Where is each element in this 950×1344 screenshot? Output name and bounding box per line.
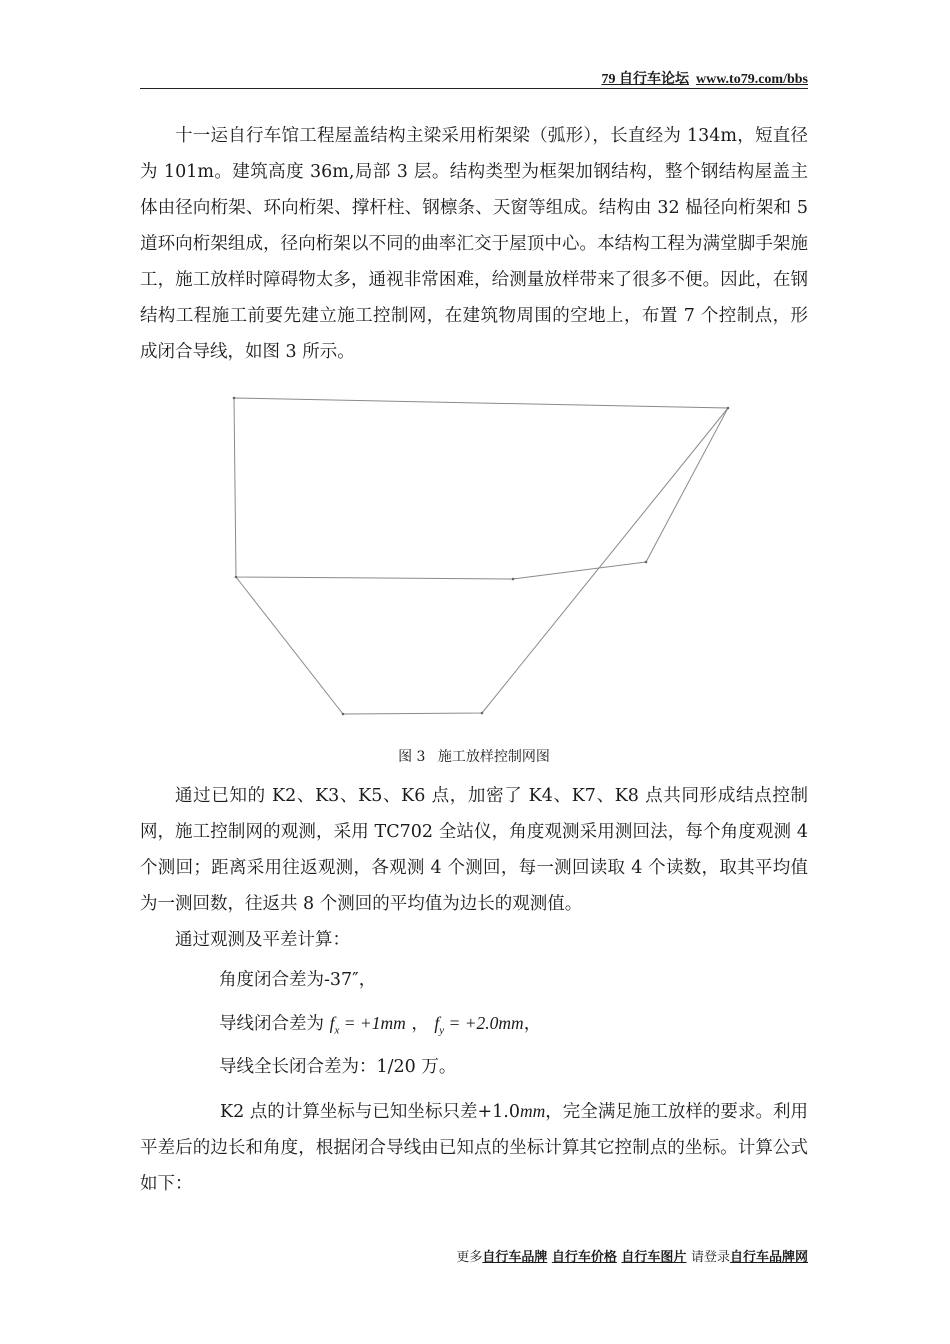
- header-text: [601, 68, 808, 88]
- fx-symbol: f: [329, 1013, 335, 1033]
- header-forum-link[interactable]: 79 自行车论坛: [601, 72, 689, 87]
- closure-suffix: ，: [523, 1014, 542, 1034]
- control-point: [512, 578, 515, 581]
- control-point: [645, 561, 648, 564]
- traverse-line-lower: [236, 408, 728, 714]
- control-point: [342, 713, 345, 716]
- header-url-link[interactable]: www.to79.com/bbs: [695, 72, 808, 87]
- footer-link-bike-price[interactable]: 自行车价格: [551, 1250, 617, 1265]
- footer-more: 更多: [456, 1250, 483, 1265]
- traverse-line: [234, 398, 728, 579]
- page-header: [140, 66, 808, 89]
- fx-subscript: x: [334, 1024, 340, 1037]
- control-point: [481, 712, 484, 715]
- angle-closure-line: 角度闭合差为-37″，: [219, 970, 377, 990]
- paragraph-observation: 施工控制网的观测，采用 TC702 全站仪，角度观测采用测回法，每个角度观测 4 个测回；距离采用往返观测，各观测 4 个测回，每一测回读取 4 个读数，取其平均值为一测回数，往返共 8 个测回的平均值为边长的观测值。: [140, 822, 808, 914]
- paragraph-intro: 十一运自行车馆工程屋盖结构主梁采用桁架梁（弧形），长直经为 134m，短直径为 101m。建筑高度 36m,局部 3 层。结构类型为框架加钢结构，整个钢结构屋盖主体由径向桁架、环向桁架、撑杆柱、钢檩条、天窗等组成。结构由 32 榀径向桁架和 5 道环向桁架组成，径向桁架以不同的曲率汇交于屋顶中心。本结构工程为满堂脚手架施工，施工放样时障碍物太多，通视非常困难，给测量放样带来了很多不便。因此，在钢结构工程施工前要先建立施工控制网，在建筑物周围的空地上，布置 7 个控制点，形成闭合导线，如图 3 所示。: [140, 126, 808, 362]
- footer-login: 请登录: [690, 1250, 730, 1265]
- figure-caption: [140, 746, 808, 766]
- control-network-figure: [226, 390, 736, 720]
- page-footer: [456, 1246, 808, 1265]
- footer-link-brand-site[interactable]: 自行车品牌网: [729, 1250, 808, 1265]
- closure-separator: ，: [411, 1014, 429, 1034]
- traverse-closure-prefix: 导线闭合差为: [219, 1014, 324, 1034]
- footer-link-bike-images[interactable]: 自行车图片: [621, 1250, 687, 1265]
- paragraph-coordinates: [140, 1093, 808, 1202]
- fx-value: = +1mm: [339, 1013, 406, 1033]
- control-point: [727, 407, 730, 410]
- fy-subscript: y: [439, 1024, 445, 1037]
- coordinates-text-end: ，完全满足施工放样的要求。利用平差后的边长和角度，根据闭合导线由已知点的坐标计算其它控制点的坐标。计算公式如下：: [140, 1102, 808, 1194]
- paragraph-known-points: 通过已知的 K2、K3、K5、K6 点，加密了 K4、K7、K8 点共同形成结点控制网，: [140, 786, 808, 842]
- control-point: [235, 576, 238, 579]
- paragraph-calculation-intro: 通过观测及平差计算：: [175, 930, 350, 950]
- coordinates-text-start: K2 点的计算坐标与已知坐标只差+1.0: [220, 1102, 520, 1122]
- footer-link-bike-brand[interactable]: 自行车品牌: [482, 1250, 548, 1265]
- control-point: [233, 397, 236, 400]
- figure-caption-label: 图 3: [398, 749, 426, 765]
- coordinates-unit: mm: [519, 1101, 546, 1121]
- control-network-diagram: [226, 390, 736, 720]
- fy-value: = +2.0mm: [444, 1013, 524, 1033]
- figure-caption-text: 施工放样控制网图: [437, 749, 550, 765]
- total-closure-line: 导线全长闭合差为：1/20 万。: [219, 1057, 457, 1077]
- fy-symbol: f: [434, 1013, 440, 1033]
- traverse-closure-line: [219, 1011, 541, 1043]
